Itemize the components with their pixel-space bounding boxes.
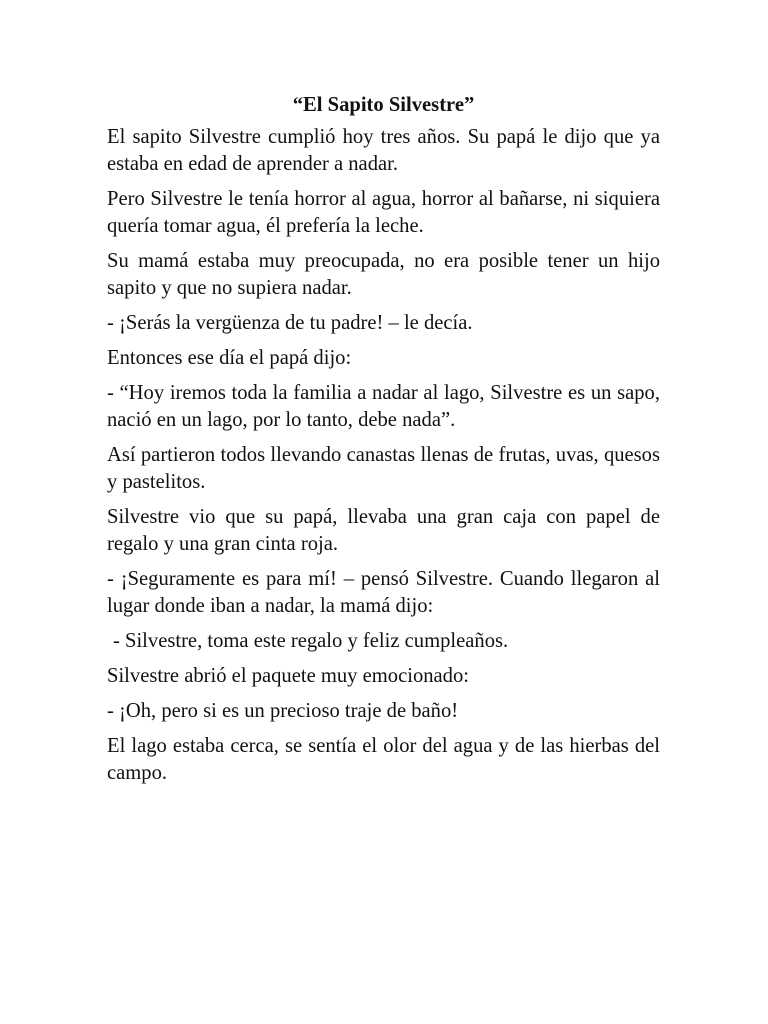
paragraph: El lago estaba cerca, se sentía el olor del agua y de las hierbas del campo. (107, 735, 660, 784)
paragraph: Pero Silvestre le tenía horror al agua, horror al bañarse, ni siquiera quería tomar agua, él prefería la leche. (107, 188, 660, 237)
paragraph: Silvestre vio que su papá, llevaba una gran caja con papel de regalo y una gran cinta roja. (107, 506, 660, 555)
paragraph: El sapito Silvestre cumplió hoy tres años. Su papá le dijo que ya estaba en edad de aprender a nadar. (107, 126, 660, 175)
paragraph: - Silvestre, toma este regalo y feliz cumpleaños. (113, 630, 509, 652)
paragraph: Así partieron todos llevando canastas llenas de frutas, uvas, quesos y pastelitos. (107, 444, 660, 493)
paragraph: - ¡Seguramente es para mí! – pensó Silvestre. Cuando llegaron al lugar donde iban a nadar, la mamá dijo: (107, 568, 660, 617)
paragraph: Su mamá estaba muy preocupada, no era posible tener un hijo sapito y que no supiera nadar. (107, 250, 660, 299)
paragraph: - “Hoy iremos toda la familia a nadar al lago, Silvestre es un sapo, nació en un lago, por lo tanto, debe nada”. (107, 382, 660, 431)
document-title: “El Sapito Silvestre” (292, 94, 475, 116)
paragraph: Entonces ese día el papá dijo: (107, 347, 352, 369)
paragraph: Silvestre abrió el paquete muy emocionado: (107, 665, 469, 687)
paragraph: - ¡Serás la vergüenza de tu padre! – le decía. (107, 312, 473, 334)
paragraph: - ¡Oh, pero si es un precioso traje de baño! (107, 700, 459, 722)
document-body (107, 92, 660, 795)
